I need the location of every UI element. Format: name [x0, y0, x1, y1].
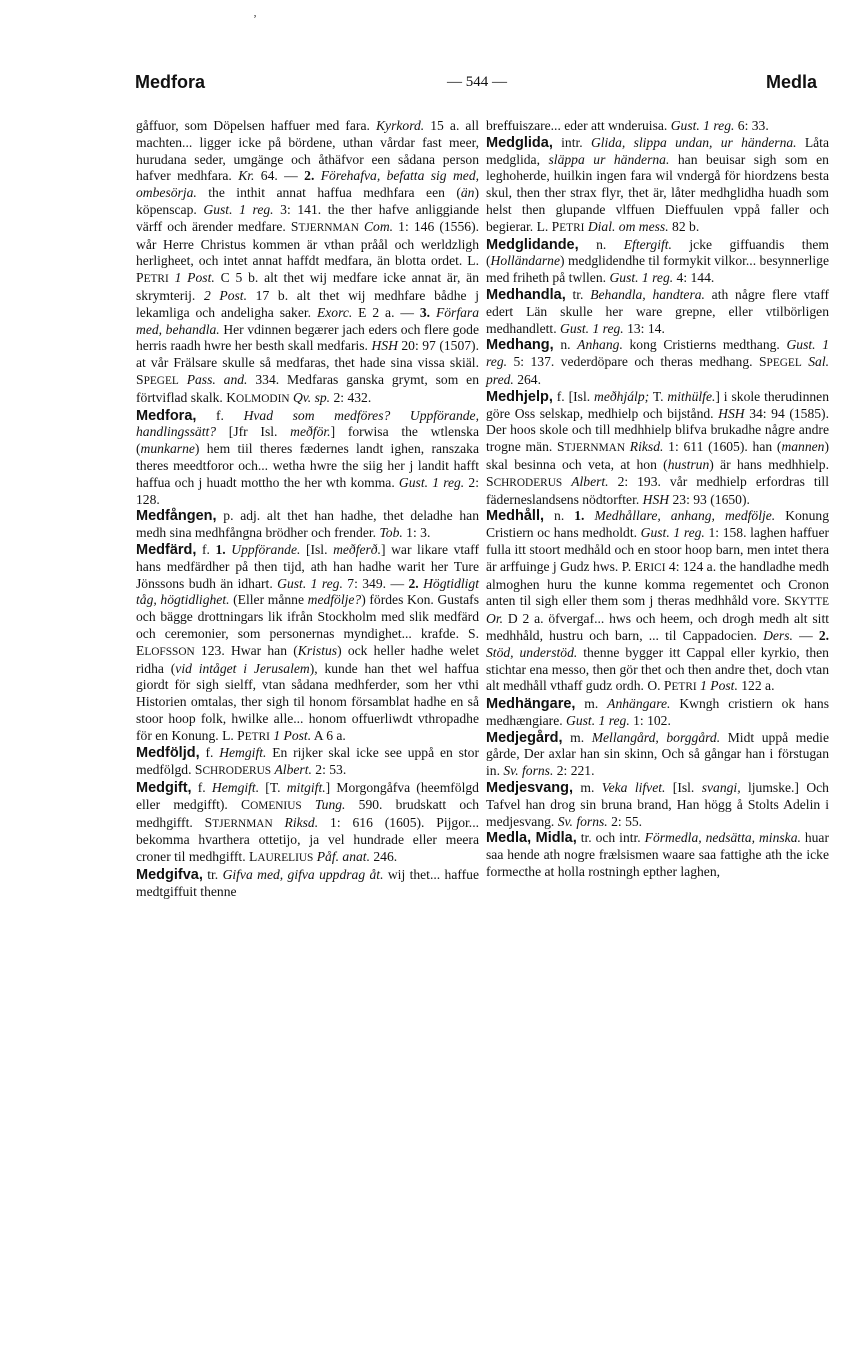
entry-body: m. Mellangård, borggård. Midt uppå medie gårde, Der axlar han sin skinn, Och så gångar han i förstugan in. Sv. forns. 2: 221. — [486, 729, 829, 779]
entry-body: m. Veka lifvet. [Isl. svangi, ljumske.] Och Tafvel han drog sin bruna brand, Han högg å Stolts Adelin i medjesvang. Sv. forns. 2: 55. — [486, 780, 829, 829]
entry-headword: Medhjelp, — [486, 388, 553, 405]
entry-body: n. 1. Medhållare, anhang, medfölje. Konung Cristiern oc hans medholdt. Gust. 1 reg. 1: 158. laghen haffuer fulla itt stoort medhåld och en stoor hoop barn, men intet thera är arffuinge j Gudz hws. P. ERICI 4: 124 a. the handladhe medh almoghen huru the kunne komma regementet och Cronon anten til sigh eller them som j theras medhhåld vore. SKYTTE Or. D 2 a. öfvergaf... hws och heem, och drogh medh alt sitt medhhåld, hustru och barn, ... til Cappadocien. Ders. — 2. Stöd, understöd. thenne bygger itt Cappal eller kyrkio, then stichtar ena messo, then gör thet och then andre thet, doch vtan alt medhåll vthaff gudz ordh. O. PETRI 1 Post. 122 a. — [486, 508, 830, 694]
dictionary-entry — [136, 745, 479, 780]
entry-body: f. Hvad som medföres? Uppförande, handlingssätt? [Jfr Isl. meðför.] forwisa the wtlenska (munkarne) hem tiil theres fædernes landt ighen, ranszaka theres meedtforor och... wetha hwre the siig her j landit hafft haffua och j huadt mottho the her wth komma. Gust. 1 reg. 2: 128. — [136, 407, 480, 507]
dictionary-entry — [136, 408, 479, 509]
dictionary-entry — [486, 730, 829, 780]
entry-body: f. 1. Uppförande. [Isl. meðferð.] war likare vtaff hans medfärdher på then tijd, ath han hadhe warit her Ture Jönssons budh än idhart. Gust. 1 reg. 7: 349. — 2. Högtidligt tåg, högtidlighet. (Eller månne medfölje?) fördes Kon. Gustafs och bägge drottningars lik ifrån Stockholm med slik medfärd och ceremonier, som personernas myndighet... krafde. S. ELOFSSON 123. Hwar han (Kristus) ock heller hadhe welet ridha (vid intåget i Jerusalem), kunde han thet wel haffua giordt för sigh sielff, vtan sådana medhferder, som her vthi Historien omtalas, ther sigh til honom församblat hadhe en så stoor hoop folk, hwilke alle... honom offuerliwdt vthropadhe för en Konung. L. PETRI 1 Post. A 6 a. — [136, 541, 480, 743]
entry-body: f. [Isl. meðhjálp; T. mithülfe.] i skole therudinnen göre Oss selskap, medhielp och bijstånd. HSH 34: 94 (1585). Der hoos skole och till medhhielp blifva brukadhe någre andre trogne män. STJERNMAN Riksd. 1: 611 (1605). han (mannen) skal besinna och veta, at hon (hustrun) är hans medhhielp. SCHRODERUS Albert. 2: 193. vår medhielp erfordras till fäderneslandsens nödtorfter. HSH 23: 93 (1650). — [486, 388, 830, 507]
dictionary-entry — [486, 830, 829, 880]
entry-body: p. adj. alt thet han hadhe, thet deladhe han medh sina medhfångna brödher och frender. Tob. 1: 3. — [136, 508, 479, 541]
entry-body: tr. Behandla, handtera. ath någre flere vtaff edert Län skulle her ware grepne, eller vtilbörligen medhandlett. Gust. 1 reg. 13: 14. — [486, 286, 830, 336]
entry-headword: Medföljd, — [136, 745, 200, 762]
left-column — [136, 118, 479, 901]
entry-headword: Medhandla, — [486, 286, 566, 303]
entry-body: f. Hemgift. [T. mitgift.] Morgongåfva (heemfölgd eller medgifft). COMENIUS Tung. 590. brudskatt och medhgifft. STJERNMAN Riksd. 1: 616 (1605). Pijgor... bekomma hvarthera ottetijo, ja vel hundrade eller meera croner til medhgifft. LAURELIUS Påf. anat. 246. — [136, 780, 480, 865]
entry-body: m. Anhängare. Kwngh cristiern ok hans medhængiare. Gust. 1 reg. 1: 102. — [486, 696, 829, 728]
entry-body: f. Hemgift. En rijker skal icke see uppå en stor medfölgd. SCHRODERUS Albert. 2: 53. — [136, 745, 479, 778]
running-head-right: Medla — [766, 72, 818, 92]
stray-mark: ʼ — [253, 12, 257, 26]
entry-headword: Medhang, — [486, 337, 554, 354]
dictionary-entry — [486, 237, 829, 287]
entry-headword: Medglidande, — [486, 236, 579, 253]
entry-body: gåffuor, som Döpelsen haffuer med fara. Kyrkord. 15 a. all machten... ligger icke på bördene, uthan vårdar fast meer, hurudana seder, umgänge och åthäfvor een sådana person hafver medhfara. Kr. 64. — 2. Förehafva, befatta sig med, ombesörja. the inthit annat haffua medhfara een (än) köpenscap. Gust. 1 reg. 3: 141. the ther hafve anliggiande värff och ärender medfare. STJERNMAN Com. 1: 146 (1556). wår Herre Christus kommen är vthan pråål och werldzligh herligheet, och intet annat haffdt medfara, än blotta ordet. L. PETRI 1 Post. C 5 b. alt thet wij medfare icke annat är, än skrymterij. 2 Post. 17 b. alt thet wij medhfare bådhe j lekamliga och andeligha saker. Exorc. E 2 a. — 3. Förfara med, behandla. Her vdinnen begærer jach eders och flere gode herris raadh hwre her besth skall medfaris. HSH 20: 97 (1507). at vår Frälsare skulle så medfaras, thet hade sina vissa skiäl. SPEGEL Pass. and. 334. Medfaras ganska grymt, som en förtviflad skalk. KOLMODIN Qv. sp. 2: 432. — [136, 118, 480, 405]
page-number: — 544 — — [447, 74, 507, 90]
entry-headword: Medhängare, — [486, 696, 576, 713]
entry-headword: Medfången, — [136, 508, 217, 525]
entry-headword: Medjesvang, — [486, 780, 574, 797]
dictionary-entry — [486, 780, 829, 830]
entry-headword: Medgift, — [136, 780, 192, 797]
dictionary-entry — [136, 542, 479, 746]
entry-body: intr. Glida, slippa undan, ur händerna. Låta medglida, släppa ur händerna. han beuisar sigh som en leghoherde, huilkin ingen fara wil vndergå för hiordzens besta skul, then ther strax flyr, thet är, låter medhglidha huadh som helst then glupande vlffuen Dieffuulen vppå faller och begierar. L. PETRI Dial. om mess. 82 b. — [486, 134, 829, 234]
dictionary-entry — [136, 780, 479, 867]
entry-headword: Medla, Midla, — [486, 830, 577, 847]
dictionary-entry — [486, 696, 829, 730]
dictionary-entry — [486, 389, 829, 509]
right-column — [486, 118, 829, 881]
entry-headword: Medhåll, — [486, 508, 545, 525]
entry-headword: Medgifva, — [136, 867, 203, 884]
entry-headword: Medglida, — [486, 134, 553, 151]
entry-body: tr. Gifva med, gifva uppdrag åt. wij thet... haffue medtgiffuit thenne — [136, 867, 479, 899]
dictionary-entry — [486, 337, 829, 388]
dictionary-entry — [136, 508, 479, 542]
entry-body: breffuiszare... eder att wnderuisa. Gust. 1 reg. 6: 33. — [486, 118, 769, 133]
dictionary-entry — [136, 867, 479, 901]
entry-body: n. Anhang. kong Cristierns medthang. Gust. 1 reg. 5: 137. vederdöpare och theras medhang. SPEGEL Sal. pred. 264. — [486, 337, 829, 387]
entry-continuation — [136, 118, 479, 408]
entry-body: n. Eftergift. jcke giffuandis them (Holländarne) medglidendhe til formykit vilkor... besynnerlige med friheth på twllen. Gust. 1 reg. 4: 144. — [486, 236, 829, 286]
dictionary-entry — [486, 508, 829, 696]
dictionary-entry — [486, 287, 829, 337]
entry-headword: Medfärd, — [136, 541, 197, 558]
running-head-left: Medfora — [135, 72, 206, 92]
dictionary-entry — [486, 135, 829, 237]
entry-body: tr. och intr. Förmedla, nedsätta, minska. huar saa hende ath nogre frælsismen waare saa fattighe ath the icke formecthe at holla rostningh epther laghen, — [486, 830, 829, 880]
entry-headword: Medfora, — [136, 407, 197, 424]
entry-headword: Medjegård, — [486, 729, 563, 746]
entry-continuation — [486, 118, 829, 135]
